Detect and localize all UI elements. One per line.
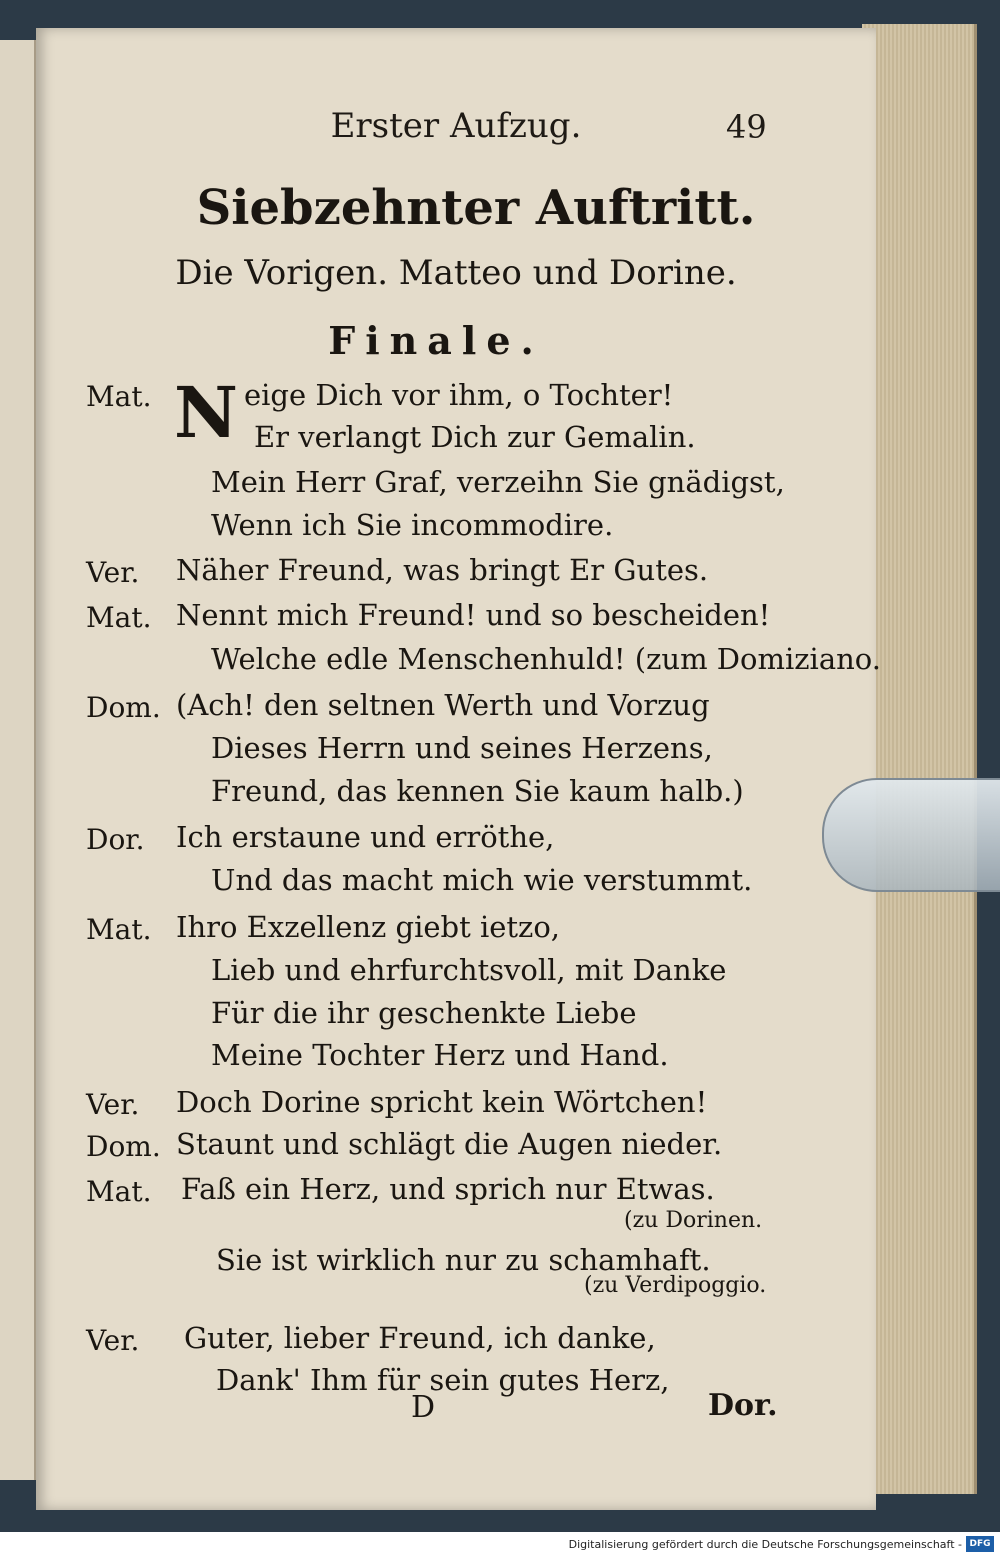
signature-mark: D [411, 1390, 436, 1425]
verse-line: Faß ein Herz, und sprich nur Etwas. [181, 1172, 715, 1206]
speaker-label: Ver. [86, 1324, 140, 1357]
page-number: 49 [726, 108, 767, 146]
verse-line: Meine Tochter Herz und Hand. [211, 1038, 669, 1072]
verse-line: Doch Dorine spricht kein Wörtchen! [176, 1085, 708, 1119]
catchword: Dor. [708, 1388, 778, 1423]
dfg-logo: DFG [966, 1536, 994, 1552]
verse-line: Mein Herr Graf, verzeihn Sie gnädigst, [211, 465, 785, 499]
verse-line: (Ach! den seltnen Werth und Vorzug [176, 688, 710, 722]
speaker-label: Mat. [86, 601, 152, 634]
verse-line: Er verlangt Dich zur Gemalin. [254, 420, 696, 454]
verse-line: Staunt und schlägt die Augen nieder. [176, 1127, 723, 1161]
speaker-label: Dor. [86, 823, 145, 856]
speaker-label: Ver. [86, 556, 140, 589]
verse-line: Näher Freund, was bringt Er Gutes. [176, 553, 709, 587]
stage-direction: (zu Dorinen. [624, 1208, 763, 1233]
stage-direction: (zu Verdipoggio. [584, 1273, 767, 1298]
verse-line: eige Dich vor ihm, o Tochter! [244, 378, 674, 412]
scene-persons: Die Vorigen. Matteo und Dorine. [175, 253, 737, 293]
page-edges [862, 24, 977, 1494]
book-clip [822, 778, 1000, 892]
verse-line: Dieses Herrn und seines Herzens, [211, 731, 713, 765]
left-page-edge [0, 40, 36, 1480]
speaker-label: Mat. [86, 1175, 152, 1208]
drop-capital: N [174, 371, 238, 454]
verse-line: Dank' Ihm für sein gutes Herz, [216, 1363, 670, 1397]
book-page [36, 28, 881, 1510]
speaker-label: Mat. [86, 913, 152, 946]
verse-line: Guter, lieber Freund, ich danke, [184, 1321, 656, 1355]
verse-line: Welche edle Menschenhuld! (zum Domiziano. [211, 642, 881, 676]
footer-bar [0, 1532, 1000, 1557]
verse-line: Und das macht mich wie verstummt. [211, 863, 753, 897]
verse-line: Sie ist wirklich nur zu schamhaft. [216, 1243, 711, 1277]
speaker-label: Dom. [86, 1130, 161, 1163]
verse-line: Nennt mich Freund! und so bescheiden! [176, 598, 771, 632]
verse-line: Für die ihr geschenkte Liebe [211, 996, 637, 1030]
verse-line: Wenn ich Sie incommodire. [211, 508, 614, 542]
verse-line: Lieb und ehrfurchtsvoll, mit Danke [211, 953, 727, 987]
verse-line: Ihro Exzellenz giebt ietzo, [176, 910, 561, 944]
running-title: Erster Aufzug. [330, 106, 582, 146]
verse-line: Freund, das kennen Sie kaum halb.) [211, 774, 744, 808]
finale-heading: Finale. [328, 318, 544, 363]
scene-title: Siebzehnter Auftritt. [196, 180, 756, 236]
speaker-label: Dom. [86, 691, 161, 724]
page-text [36, 28, 881, 1510]
speaker-label: Mat. [86, 380, 152, 413]
speaker-label: Ver. [86, 1088, 140, 1121]
footer-credit: Digitalisierung gefördert durch die Deutsche Forschungsgemeinschaft - [568, 1538, 962, 1551]
verse-line: Ich erstaune und erröthe, [176, 820, 555, 854]
